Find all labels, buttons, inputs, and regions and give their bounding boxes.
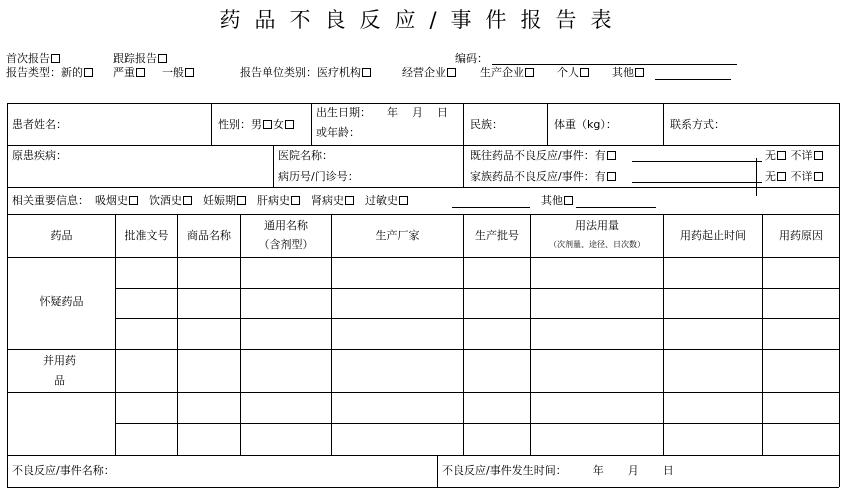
- family-adr-none-checkbox[interactable]: [777, 172, 786, 181]
- report-type-serious-checkbox[interactable]: [136, 68, 145, 77]
- related-other-input[interactable]: [576, 207, 656, 208]
- unit-medical-checkbox[interactable]: [362, 68, 371, 77]
- gender-label: 性别：: [218, 118, 251, 131]
- past-adr-field: [470, 149, 617, 163]
- age-label: 或年龄：: [316, 126, 360, 139]
- past-adr-none-label: 无: [765, 149, 776, 162]
- patient-name-label: 患者姓名：: [12, 118, 67, 131]
- past-adr-label: 既往药品不良反应/事件：有: [470, 149, 606, 162]
- code-input[interactable]: [492, 64, 737, 65]
- col-header-trade-name: 商品名称: [187, 229, 231, 242]
- record-number-label: 病历号/门诊号：: [278, 170, 359, 183]
- follow-report-checkbox[interactable]: [158, 54, 167, 63]
- concomitant-drugs-label-line1: 并用药: [43, 354, 76, 367]
- family-adr-field: [470, 170, 617, 184]
- related-info-row: [12, 194, 409, 208]
- col-header-approval-number: 批准文号: [124, 229, 169, 242]
- ethnicity-label: 民族：: [470, 118, 503, 131]
- allergy-history-input[interactable]: [452, 207, 530, 208]
- birth-label: 出生日期：: [316, 106, 371, 119]
- unit-other-option[interactable]: [612, 66, 645, 80]
- unit-other-input[interactable]: [655, 79, 731, 80]
- hospital-name-label: 医院名称：: [278, 149, 333, 162]
- related-info-label: 相关重要信息：: [12, 194, 89, 207]
- col-header-generic-name: 通用名称: [264, 219, 308, 232]
- follow-report-label: 跟踪报告: [113, 52, 157, 65]
- past-adr-input[interactable]: [632, 161, 762, 162]
- report-type-serious-option[interactable]: [113, 66, 146, 80]
- allergy-history-checkbox[interactable]: [399, 196, 408, 205]
- report-type-group: [6, 66, 94, 80]
- pregnancy-label: 妊娠期: [203, 194, 236, 207]
- smoking-label: 吸烟史: [95, 194, 128, 207]
- unit-other-label: 其他: [612, 66, 634, 79]
- birth-month-unit: 月: [412, 106, 423, 119]
- family-adr-unknown-label: 不详: [790, 170, 813, 183]
- family-adr-none-label: 无: [765, 170, 776, 183]
- drinking-checkbox[interactable]: [183, 196, 192, 205]
- family-adr-unknown-checkbox[interactable]: [814, 172, 823, 181]
- related-other-option: [541, 194, 574, 208]
- related-other-label: 其他: [541, 194, 563, 207]
- event-name-label: 不良反应/事件名称：: [12, 464, 115, 477]
- report-type-new-checkbox[interactable]: [84, 68, 93, 77]
- smoking-checkbox[interactable]: [129, 196, 138, 205]
- past-adr-unknown-checkbox[interactable]: [814, 151, 823, 160]
- family-adr-options: [765, 170, 824, 184]
- related-other-checkbox[interactable]: [564, 196, 573, 205]
- follow-report-option[interactable]: [113, 52, 168, 66]
- first-report-checkbox[interactable]: [51, 54, 60, 63]
- kidney-history-label: 肾病史: [311, 194, 344, 207]
- past-adr-none-checkbox[interactable]: [777, 151, 786, 160]
- birth-day-unit: 日: [437, 106, 448, 119]
- birth-year-unit: 年: [387, 106, 398, 119]
- gender-female-label: 女: [273, 118, 284, 131]
- page-title: 药品不良反应/事件报告表: [219, 8, 626, 32]
- col-header-dosage-form: （含剂型）: [258, 238, 314, 251]
- pregnancy-checkbox[interactable]: [237, 196, 246, 205]
- gender-field: [218, 118, 295, 132]
- first-report-option[interactable]: [6, 52, 61, 66]
- col-header-usage-reason: 用药原因: [779, 229, 823, 242]
- col-header-batch-number: 生产批号: [475, 229, 519, 242]
- past-adr-options: [765, 149, 824, 163]
- unit-type-label: 报告单位类别：: [240, 66, 317, 79]
- unit-individual-option[interactable]: [557, 66, 590, 80]
- event-month-unit: 月: [627, 464, 639, 477]
- gender-male-checkbox[interactable]: [263, 120, 272, 129]
- original-disease-label: 原患疾病：: [12, 149, 67, 162]
- report-type-general-checkbox[interactable]: [185, 68, 194, 77]
- weight-label: 体重（kg）：: [554, 118, 617, 131]
- col-header-usage: 用法用量: [575, 219, 619, 232]
- gender-female-checkbox[interactable]: [285, 120, 294, 129]
- concomitant-drugs-label-line2: 品: [54, 374, 65, 387]
- event-time-field: [442, 464, 674, 478]
- report-type-general-option[interactable]: [162, 66, 195, 80]
- col-header-drug: 药品: [50, 229, 73, 242]
- unit-other-checkbox[interactable]: [635, 68, 644, 77]
- unit-medical-label: 医疗机构: [317, 66, 361, 79]
- family-adr-label: 家族药品不良反应/事件：有: [470, 170, 606, 183]
- past-adr-yes-checkbox[interactable]: [607, 151, 616, 160]
- allergy-history-label: 过敏史: [365, 194, 398, 207]
- first-report-label: 首次报告: [6, 52, 50, 65]
- report-type-label: 报告类型：: [6, 66, 61, 79]
- unit-business-checkbox[interactable]: [447, 68, 456, 77]
- unit-business-option[interactable]: [402, 66, 457, 80]
- gender-male-label: 男: [251, 118, 262, 131]
- report-type-general-label: 一般: [162, 66, 184, 79]
- col-header-manufacturer: 生产厂家: [375, 229, 420, 242]
- past-adr-unknown-label: 不详: [790, 149, 813, 162]
- contact-label: 联系方式：: [670, 118, 725, 131]
- unit-individual-label: 个人: [557, 66, 579, 79]
- family-adr-input[interactable]: [632, 182, 762, 183]
- code-label: 编码：: [455, 52, 488, 65]
- report-type-new-label: 新的: [61, 66, 83, 79]
- drinking-label: 饮酒史: [149, 194, 182, 207]
- unit-production-checkbox[interactable]: [525, 68, 534, 77]
- col-header-usage-detail: （次剂量、途径、日次数）: [549, 240, 645, 249]
- unit-production-option[interactable]: [480, 66, 535, 80]
- report-type-serious-label: 严重: [113, 66, 135, 79]
- liver-history-checkbox[interactable]: [291, 196, 300, 205]
- unit-business-label: 经营企业: [402, 66, 446, 79]
- event-year-unit: 年: [592, 464, 604, 477]
- unit-type-group: [240, 66, 372, 80]
- liver-history-label: 肝病史: [257, 194, 290, 207]
- event-day-unit: 日: [662, 464, 674, 477]
- kidney-history-checkbox[interactable]: [345, 196, 354, 205]
- unit-individual-checkbox[interactable]: [580, 68, 589, 77]
- birth-date-field: [316, 106, 448, 120]
- event-time-label: 不良反应/事件发生时间：: [442, 464, 567, 477]
- suspect-drugs-label: 怀疑药品: [39, 295, 84, 308]
- family-adr-yes-checkbox[interactable]: [607, 172, 616, 181]
- unit-production-label: 生产企业: [480, 66, 524, 79]
- col-header-usage-period: 用药起止时间: [680, 229, 746, 242]
